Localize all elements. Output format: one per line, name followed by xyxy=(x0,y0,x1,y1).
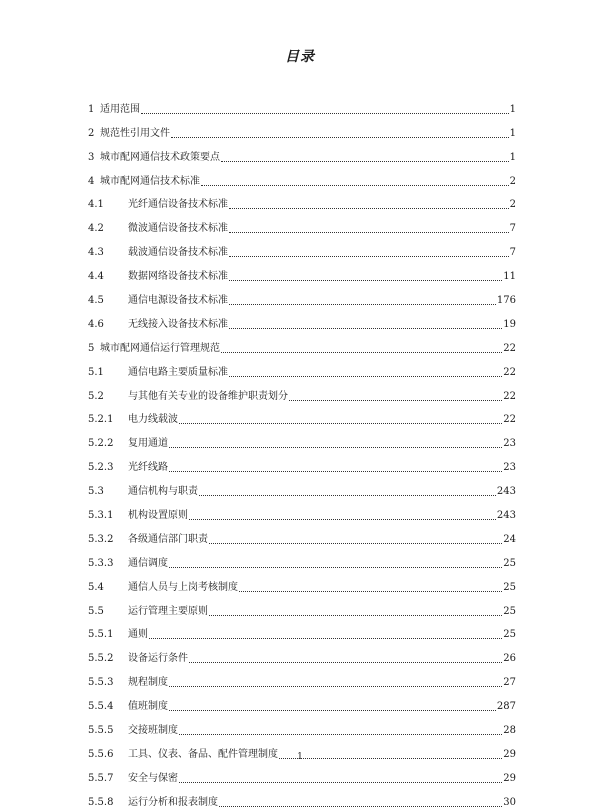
toc-entry[interactable] xyxy=(88,594,516,618)
toc-entry[interactable] xyxy=(88,641,516,665)
toc-entry-title: 无线接入设备技术标准 xyxy=(128,318,228,330)
toc-entry-number: 4.1 xyxy=(88,199,104,211)
toc-dot-leader xyxy=(201,185,509,186)
toc-entry-title-wrap xyxy=(128,199,516,211)
toc-entry-title: 与其他有关专业的设备维护职责划分 xyxy=(128,390,288,402)
toc-entry-page: 22 xyxy=(503,342,516,354)
toc-entry[interactable] xyxy=(88,546,516,570)
toc-dot-leader xyxy=(149,638,502,639)
toc-entry-number: 5.5.3 xyxy=(88,677,114,689)
toc-entry-number: 4.6 xyxy=(88,318,104,330)
toc-dot-leader xyxy=(221,352,502,353)
toc-entry[interactable] xyxy=(88,570,516,594)
toc-dot-leader xyxy=(169,686,502,687)
toc-entry-number: 5.3.2 xyxy=(88,533,114,545)
toc-entry-number: 5.5.5 xyxy=(88,725,114,737)
toc-entry[interactable] xyxy=(88,474,516,498)
toc-entry-title-wrap xyxy=(100,128,516,140)
toc-entry-title: 通信机构与职责 xyxy=(128,486,198,498)
toc-entry[interactable] xyxy=(88,618,516,642)
toc-dot-leader xyxy=(209,615,502,616)
toc-entry-title: 适用范围 xyxy=(100,103,140,115)
table-of-contents xyxy=(88,92,516,809)
toc-entry-title: 交接班制度 xyxy=(128,725,178,737)
toc-entry[interactable] xyxy=(88,785,516,809)
toc-entry[interactable] xyxy=(88,403,516,427)
toc-dot-leader xyxy=(179,423,502,424)
toc-entry-title: 机构设置原则 xyxy=(128,510,188,522)
toc-entry-number: 4.2 xyxy=(88,223,104,235)
toc-entry-title-wrap xyxy=(128,247,516,259)
toc-entry-number: 5.2 xyxy=(88,390,104,402)
toc-entry-title-wrap xyxy=(128,391,516,403)
toc-entry-number: 3 xyxy=(88,151,95,163)
toc-entry[interactable] xyxy=(88,689,516,713)
toc-entry-page: 22 xyxy=(503,414,516,426)
toc-entry-number: 5.2.2 xyxy=(88,438,114,450)
toc-dot-leader xyxy=(189,662,502,663)
toc-entry-number: 5.5 xyxy=(88,605,104,617)
toc-entry-title: 值班制度 xyxy=(128,701,168,713)
footer-page-number: 1 xyxy=(297,752,303,762)
toc-entry[interactable] xyxy=(88,713,516,737)
toc-entry-title-wrap xyxy=(128,367,516,379)
toc-entry-page: 23 xyxy=(503,438,516,450)
toc-entry-number: 5.5.6 xyxy=(88,748,114,760)
toc-entry-number: 5.5.2 xyxy=(88,653,114,665)
toc-entry-title: 通信人员与上岗考核制度 xyxy=(128,581,238,593)
toc-entry-page: 1 xyxy=(509,103,516,115)
toc-entry[interactable] xyxy=(88,355,516,379)
toc-entry-title-wrap xyxy=(128,486,516,498)
toc-dot-leader xyxy=(171,137,509,138)
toc-entry-title: 通信调度 xyxy=(128,557,168,569)
toc-entry-number: 1 xyxy=(88,103,95,115)
toc-entry[interactable] xyxy=(88,331,516,355)
toc-entry-title: 运行管理主要原则 xyxy=(128,605,208,617)
toc-entry-number: 5.5.8 xyxy=(88,796,114,808)
toc-entry-title: 数据网络设备技术标准 xyxy=(128,271,228,283)
toc-entry-page: 25 xyxy=(503,581,516,593)
toc-dot-leader xyxy=(169,567,502,568)
toc-entry[interactable] xyxy=(88,498,516,522)
toc-entry-number: 5.5.1 xyxy=(88,629,114,641)
toc-entry-page: 1 xyxy=(509,127,516,139)
toc-dot-leader xyxy=(189,519,496,520)
toc-entry-title: 城市配网通信技术标准 xyxy=(100,175,200,187)
toc-entry-page: 7 xyxy=(509,223,516,235)
toc-entry-page: 26 xyxy=(503,653,516,665)
toc-entry-number: 5.3.3 xyxy=(88,557,114,569)
toc-entry-page: 287 xyxy=(496,701,516,713)
toc-entry-title-wrap xyxy=(128,534,516,546)
toc-entry[interactable] xyxy=(88,164,516,188)
toc-entry-page: 176 xyxy=(496,295,516,307)
toc-entry-title-wrap xyxy=(128,414,516,426)
toc-dot-leader xyxy=(229,208,509,209)
toc-entry-title-wrap xyxy=(128,725,516,737)
toc-entry-number: 5.2.1 xyxy=(88,414,114,426)
toc-entry-title: 载波通信设备技术标准 xyxy=(128,247,228,259)
toc-entry[interactable] xyxy=(88,307,516,331)
toc-entry-number: 5.4 xyxy=(88,581,104,593)
toc-entry-title-wrap xyxy=(128,582,516,594)
toc-entry[interactable] xyxy=(88,761,516,785)
toc-entry-page: 243 xyxy=(496,486,516,498)
toc-entry-number: 4.3 xyxy=(88,247,104,259)
toc-entry-number: 5.5.7 xyxy=(88,772,114,784)
toc-entry-page: 2 xyxy=(509,199,516,211)
toc-entry-title: 工具、仪表、备品、配件管理制度 xyxy=(128,748,278,760)
toc-entry-title-wrap xyxy=(128,653,516,665)
toc-entry-title: 光纤通信设备技术标准 xyxy=(128,199,228,211)
toc-entry-number: 4.5 xyxy=(88,295,104,307)
toc-entry-title: 微波通信设备技术标准 xyxy=(128,223,228,235)
toc-entry-number: 5.1 xyxy=(88,366,104,378)
toc-entry-title-wrap xyxy=(128,558,516,570)
toc-dot-leader xyxy=(229,304,496,305)
toc-dot-leader xyxy=(179,782,502,783)
toc-entry-page: 19 xyxy=(503,318,516,330)
toc-entry-page: 25 xyxy=(503,557,516,569)
toc-entry-title-wrap xyxy=(128,462,516,474)
toc-dot-leader xyxy=(169,710,496,711)
toc-dot-leader xyxy=(289,400,502,401)
toc-entry-title: 城市配网通信运行管理规范 xyxy=(100,342,220,354)
toc-entry[interactable] xyxy=(88,259,516,283)
toc-entry-page: 23 xyxy=(503,462,516,474)
toc-entry-number: 5.5.4 xyxy=(88,701,114,713)
toc-entry-title-wrap xyxy=(100,152,516,164)
toc-entry-title-wrap xyxy=(128,295,516,307)
toc-dot-leader xyxy=(169,471,502,472)
toc-entry-title-wrap xyxy=(128,510,516,522)
toc-entry-title-wrap xyxy=(128,629,516,641)
toc-dot-leader xyxy=(239,591,502,592)
toc-entry[interactable] xyxy=(88,522,516,546)
toc-entry[interactable] xyxy=(88,116,516,140)
toc-entry-title: 规程制度 xyxy=(128,677,168,689)
toc-entry-title-wrap xyxy=(128,606,516,618)
toc-entry-number: 4.4 xyxy=(88,271,104,283)
toc-entry[interactable] xyxy=(88,92,516,116)
toc-entry-title-wrap xyxy=(128,438,516,450)
toc-entry-page: 24 xyxy=(503,533,516,545)
toc-entry[interactable] xyxy=(88,140,516,164)
toc-entry-title: 电力线载波 xyxy=(128,414,178,426)
page-title: 目录 xyxy=(285,49,315,65)
toc-entry-page: 29 xyxy=(503,772,516,784)
toc-entry[interactable] xyxy=(88,211,516,235)
toc-entry[interactable] xyxy=(88,379,516,403)
toc-entry-title: 设备运行条件 xyxy=(128,653,188,665)
toc-entry-number: 2 xyxy=(88,127,95,139)
toc-entry-title: 光纤线路 xyxy=(128,462,168,474)
toc-entry-page: 22 xyxy=(503,390,516,402)
toc-entry-title: 运行分析和报表制度 xyxy=(128,796,218,808)
toc-entry-page: 2 xyxy=(509,175,516,187)
toc-entry[interactable] xyxy=(88,665,516,689)
toc-entry-title-wrap xyxy=(128,701,516,713)
toc-entry-title-wrap xyxy=(128,773,516,785)
toc-dot-leader xyxy=(199,495,496,496)
toc-entry-page: 1 xyxy=(509,151,516,163)
toc-entry-title: 规范性引用文件 xyxy=(100,127,170,139)
toc-entry-title: 复用通道 xyxy=(128,438,168,450)
toc-dot-leader xyxy=(141,113,509,114)
toc-dot-leader xyxy=(221,161,509,162)
toc-entry-title-wrap xyxy=(128,797,516,809)
toc-entry-title-wrap xyxy=(128,319,516,331)
toc-entry[interactable] xyxy=(88,188,516,212)
toc-dot-leader xyxy=(229,280,502,281)
toc-entry[interactable] xyxy=(88,450,516,474)
toc-entry-page: 7 xyxy=(509,247,516,259)
toc-entry-page: 243 xyxy=(496,510,516,522)
toc-entry-page: 30 xyxy=(503,796,516,808)
toc-dot-leader xyxy=(219,806,502,807)
toc-entry-page: 25 xyxy=(503,605,516,617)
toc-dot-leader xyxy=(209,543,502,544)
toc-dot-leader xyxy=(229,328,502,329)
toc-entry-number: 5 xyxy=(88,342,95,354)
toc-entry-title-wrap xyxy=(100,104,516,116)
toc-entry-page: 29 xyxy=(503,748,516,760)
toc-entry-title-wrap xyxy=(128,677,516,689)
toc-entry-title: 安全与保密 xyxy=(128,772,178,784)
toc-entry-page: 11 xyxy=(503,271,516,283)
toc-entry-title-wrap xyxy=(100,343,516,355)
toc-dot-leader xyxy=(169,447,502,448)
toc-entry-number: 5.3.1 xyxy=(88,510,114,522)
toc-entry-page: 22 xyxy=(503,366,516,378)
toc-entry[interactable] xyxy=(88,283,516,307)
toc-entry-number: 4 xyxy=(88,175,95,187)
toc-entry-page: 28 xyxy=(503,725,516,737)
toc-entry-title-wrap xyxy=(128,271,516,283)
toc-entry-number: 5.2.3 xyxy=(88,462,114,474)
toc-entry[interactable] xyxy=(88,235,516,259)
toc-dot-leader xyxy=(229,232,509,233)
toc-entry-title-wrap xyxy=(128,223,516,235)
toc-entry-title: 通信电路主要质量标准 xyxy=(128,366,228,378)
toc-dot-leader xyxy=(229,376,502,377)
toc-entry-number: 5.3 xyxy=(88,486,104,498)
toc-entry-title-wrap xyxy=(100,176,516,188)
toc-entry-title: 各级通信部门职责 xyxy=(128,533,208,545)
toc-dot-leader xyxy=(179,734,502,735)
toc-entry-title: 通则 xyxy=(128,629,148,641)
toc-entry[interactable] xyxy=(88,426,516,450)
toc-dot-leader xyxy=(229,256,509,257)
toc-entry-page: 27 xyxy=(503,677,516,689)
toc-entry-title: 通信电源设备技术标准 xyxy=(128,295,228,307)
toc-entry-title: 城市配网通信技术政策要点 xyxy=(100,151,220,163)
toc-entry-page: 25 xyxy=(503,629,516,641)
